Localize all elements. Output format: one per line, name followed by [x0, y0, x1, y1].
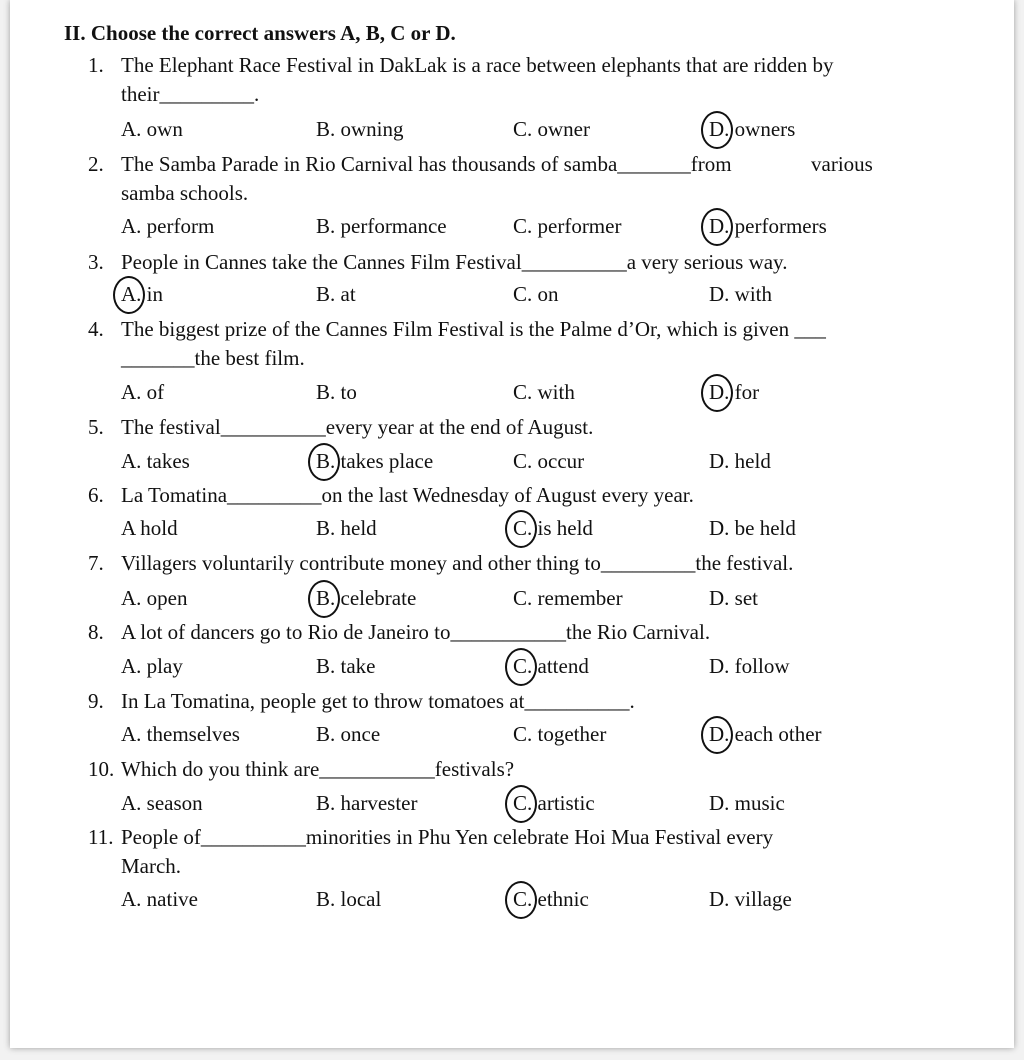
answer-option[interactable]: D. set: [709, 586, 758, 610]
answer-option[interactable]: C. together: [513, 722, 607, 746]
worksheet-page: [10, 0, 1014, 1048]
answer-circle-mark: [505, 881, 537, 919]
answer-option[interactable]: C. with: [513, 380, 575, 404]
answer-option[interactable]: A. themselves: [121, 722, 240, 746]
answer-option[interactable]: B. held: [316, 516, 377, 540]
answer-option[interactable]: D. for: [709, 380, 760, 404]
question-number: 7.: [88, 551, 104, 575]
answer-option[interactable]: B. to: [316, 380, 357, 404]
answer-option[interactable]: A. own: [121, 117, 183, 141]
answer-option[interactable]: C. performer: [513, 214, 622, 238]
answer-option[interactable]: D. music: [709, 791, 785, 815]
answer-option[interactable]: D. owners: [709, 117, 796, 141]
answer-option[interactable]: D. follow: [709, 654, 790, 678]
question-text-line: _______the best film.: [121, 346, 305, 370]
question-text-line: Villagers voluntarily contribute money and other thing to_________the festival.: [121, 551, 794, 575]
answer-option[interactable]: C. occur: [513, 449, 585, 473]
answer-option[interactable]: A. open: [121, 586, 188, 610]
answer-option[interactable]: A. season: [121, 791, 203, 815]
question-text-line: their_________.: [121, 82, 260, 106]
question-text-line: samba schools.: [121, 181, 249, 205]
question-text-line: People of__________minorities in Phu Yen celebrate Hoi Mua Festival every: [121, 825, 774, 849]
question-number: 4.: [88, 317, 104, 341]
answer-option[interactable]: B. performance: [316, 214, 447, 238]
answer-option[interactable]: A. perform: [121, 214, 215, 238]
answer-option[interactable]: A. native: [121, 887, 198, 911]
question-text-line: A lot of dancers go to Rio de Janeiro to___________the Rio Carnival.: [121, 620, 711, 644]
answer-circle-mark: [701, 111, 733, 149]
question-text-line: The Elephant Race Festival in DakLak is a race between elephants that are ridden by: [121, 53, 834, 77]
answer-option[interactable]: A. in: [121, 282, 163, 306]
answer-option[interactable]: B. harvester: [316, 791, 418, 815]
answer-circle-mark: [308, 580, 340, 618]
answer-option[interactable]: D. be held: [709, 516, 796, 540]
answer-circle-mark: [701, 374, 733, 412]
answer-option[interactable]: A. of: [121, 380, 165, 404]
answer-option[interactable]: D. performers: [709, 214, 827, 238]
question-number: 2.: [88, 152, 104, 176]
answer-option[interactable]: A hold: [121, 516, 178, 540]
answer-option[interactable]: B. take: [316, 654, 376, 678]
question-text-line: La Tomatina_________on the last Wednesday of August every year.: [121, 483, 694, 507]
section-title: II. Choose the correct answers A, B, C or D.: [64, 21, 456, 45]
question-number: 6.: [88, 483, 104, 507]
answer-circle-mark: [505, 510, 537, 548]
answer-circle-mark: [505, 785, 537, 823]
question-text-line: Which do you think are___________festivals?: [121, 757, 515, 781]
answer-circle-mark: [113, 276, 145, 314]
question-text-line: People in Cannes take the Cannes Film Festival__________a very serious way.: [121, 250, 788, 274]
answer-circle-mark: [308, 443, 340, 481]
answer-option[interactable]: C. ethnic: [513, 887, 589, 911]
answer-option[interactable]: C. attend: [513, 654, 589, 678]
answer-option[interactable]: C. remember: [513, 586, 623, 610]
question-text-extra: various: [811, 152, 873, 176]
answer-circle-mark: [505, 648, 537, 686]
answer-option[interactable]: D. with: [709, 282, 772, 306]
answer-option[interactable]: B. local: [316, 887, 382, 911]
answer-option[interactable]: B. owning: [316, 117, 404, 141]
question-number: 3.: [88, 250, 104, 274]
answer-option[interactable]: D. village: [709, 887, 792, 911]
answer-option[interactable]: B. takes place: [316, 449, 434, 473]
answer-option[interactable]: C. owner: [513, 117, 590, 141]
question-number: 11.: [88, 825, 114, 849]
question-text-line: The festival__________every year at the end of August.: [121, 415, 594, 439]
answer-option[interactable]: C. is held: [513, 516, 593, 540]
question-text-line: March.: [121, 854, 182, 878]
answer-option[interactable]: D. each other: [709, 722, 822, 746]
answer-option[interactable]: D. held: [709, 449, 771, 473]
answer-option[interactable]: A. takes: [121, 449, 190, 473]
question-number: 9.: [88, 689, 104, 713]
question-number: 5.: [88, 415, 104, 439]
answer-option[interactable]: B. once: [316, 722, 381, 746]
question-text-line: The Samba Parade in Rio Carnival has thousands of samba_______from: [121, 152, 732, 176]
question-text-line: The biggest prize of the Cannes Film Festival is the Palme d’Or, which is given ___: [121, 317, 826, 341]
answer-option[interactable]: C. artistic: [513, 791, 595, 815]
answer-circle-mark: [701, 208, 733, 246]
answer-option[interactable]: B. at: [316, 282, 356, 306]
question-text-line: In La Tomatina, people get to throw tomatoes at__________.: [121, 689, 635, 713]
question-number: 1.: [88, 53, 104, 77]
answer-option[interactable]: B. celebrate: [316, 586, 417, 610]
question-number: 8.: [88, 620, 104, 644]
answer-circle-mark: [701, 716, 733, 754]
answer-option[interactable]: C. on: [513, 282, 559, 306]
answer-option[interactable]: A. play: [121, 654, 183, 678]
question-number: 10.: [88, 757, 115, 781]
